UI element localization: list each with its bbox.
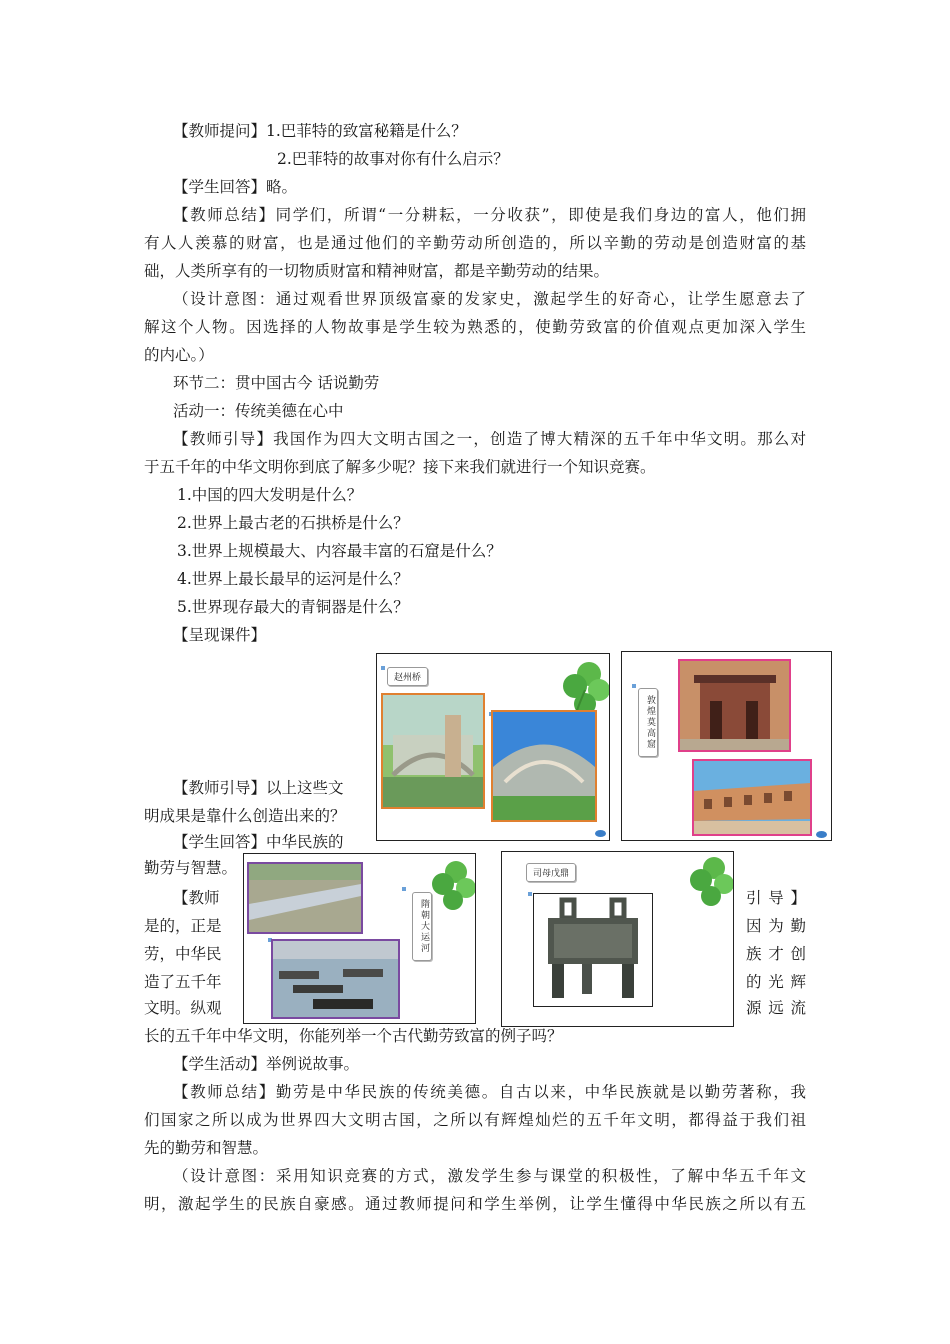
clover-icon	[672, 852, 734, 922]
wrap-right-3: 的光辉	[746, 973, 806, 991]
slide-label-ding: 司母戊鼎	[526, 863, 576, 882]
quiz-question-1: 1.中国的四大发明是什么？	[177, 486, 363, 504]
design-intent-3: 的内心。）	[144, 346, 214, 364]
wrap-left-2: 劳，中华民	[144, 945, 222, 963]
teacher-guide-1: 【教师引导】我国作为四大文明古国之一，创造了博大精深的五千年中华文明。那么对	[173, 430, 806, 448]
wrap-left-1: 是的，正是	[144, 917, 222, 935]
nav-bubble-icon	[595, 830, 606, 837]
quiz-question-5: 5.世界现存最大的青铜器是什么？	[177, 598, 409, 616]
quiz-question-4: 4.世界上最长最早的运河是什么？	[177, 570, 409, 588]
wrap-left-3: 造了五千年	[144, 973, 222, 991]
design-intent-b1: （设计意图：采用知识竞赛的方式，激发学生参与课堂的积极性，了解中华五千年文	[173, 1167, 806, 1185]
student-activity: 【学生活动】举例说故事。	[173, 1055, 360, 1073]
design-intent-1: （设计意图：通过观看世界顶级富豪的发家史，激起学生的好奇心，让学生愿意去了	[173, 290, 806, 308]
nav-bubble-icon	[816, 831, 827, 838]
bullet-icon	[528, 892, 532, 896]
teacher-conclusion-1: 【教师总结】勤劳是中华民族的传统美德。自古以来，中华民族就是以勤劳著称，我	[173, 1083, 806, 1101]
section-heading: 环节二：贯中国古今 话说勤劳	[173, 374, 380, 392]
photo-cliff-caves	[692, 759, 812, 836]
quiz-question-3: 3.世界上规模最大、内容最丰富的石窟是什么？	[177, 542, 502, 560]
slide-label-dunhuang: 敦煌莫高窟	[638, 688, 658, 757]
design-intent-b2: 明，激起学生的民族自豪感。通过教师提问和学生举例，让学生懂得中华民族之所以有五	[144, 1195, 806, 1213]
teacher-conclusion-2: 们国家之所以成为世界四大文明古国，之所以有辉煌灿烂的五千年文明，都得益于我们祖	[144, 1111, 806, 1129]
slide-zhaozhou-bridge	[376, 653, 610, 841]
bullet-icon	[381, 666, 385, 670]
photo-bridge-gate	[381, 693, 485, 809]
bullet-icon	[402, 887, 406, 891]
design-intent-2: 解这个人物。因选择的人物故事是学生较为熟悉的，使勤劳致富的价值观点更加深入学生	[144, 318, 806, 336]
teacher-summary-1: 【教师总结】同学们，所谓“一分耕耘，一分收获”，即使是我们身边的富人，他们拥	[173, 206, 806, 224]
photo-canal-boats	[271, 939, 400, 1019]
wrap-right-4: 源远流	[746, 999, 806, 1017]
teacher-guide-c-right: 引导】	[746, 889, 806, 907]
photo-cave-temple	[678, 659, 791, 752]
teacher-guide-b1: 【教师引导】以上这些文	[173, 779, 344, 797]
teacher-question: 【教师提问】1.巴菲特的致富秘籍是什么？	[173, 122, 467, 140]
teacher-summary-3: 础，人类所享有的一切物质财富和精神财富，都是辛勤劳动的结果。	[144, 262, 610, 280]
slide-simuwu-ding	[501, 851, 734, 1027]
photo-arch-bridge	[491, 710, 597, 822]
student-answer-b1: 【学生回答】中华民族的	[173, 833, 344, 851]
bullet-icon	[632, 684, 636, 688]
teacher-guide-c-left: 【教师	[173, 889, 220, 907]
wrap-left-4: 文明。纵观	[144, 999, 222, 1017]
student-answer-b2: 勤劳与智慧。	[144, 859, 238, 877]
wrap-right-1: 因为勤	[746, 917, 806, 935]
present-courseware: 【呈现课件】	[173, 626, 267, 644]
teacher-summary-2: 有人人羡慕的财富，也是通过他们的辛勤劳动所创造的，所以辛勤的劳动是创造财富的基	[144, 234, 806, 252]
student-answer: 【学生回答】略。	[173, 178, 298, 196]
teacher-question-2: 2.巴菲特的故事对你有什么启示？	[277, 150, 509, 168]
photo-canal-aerial	[247, 862, 363, 934]
activity-heading: 活动一：传统美德在心中	[173, 402, 344, 420]
slide-mogao-caves	[621, 651, 832, 841]
teacher-conclusion-3: 先的勤劳和智慧。	[144, 1139, 269, 1157]
teacher-guide-2: 于五千年的中华文明你到底了解多少呢？接下来我们就进行一个知识竞赛。	[144, 458, 656, 476]
quiz-question-2: 2.世界上最古老的石拱桥是什么？	[177, 514, 409, 532]
teacher-guide-b2: 明成果是靠什么创造出来的？	[144, 807, 346, 825]
wrap-continuation: 长的五千年中华文明，你能列举一个古代勤劳致富的例子吗？	[144, 1027, 563, 1045]
photo-bronze-ding	[533, 893, 653, 1007]
slide-grand-canal	[243, 853, 476, 1024]
slide-label-zhaozhou: 赵州桥	[387, 667, 428, 686]
slide-label-canal: 隋朝大运河	[412, 892, 432, 961]
wrap-right-2: 族才创	[746, 945, 806, 963]
